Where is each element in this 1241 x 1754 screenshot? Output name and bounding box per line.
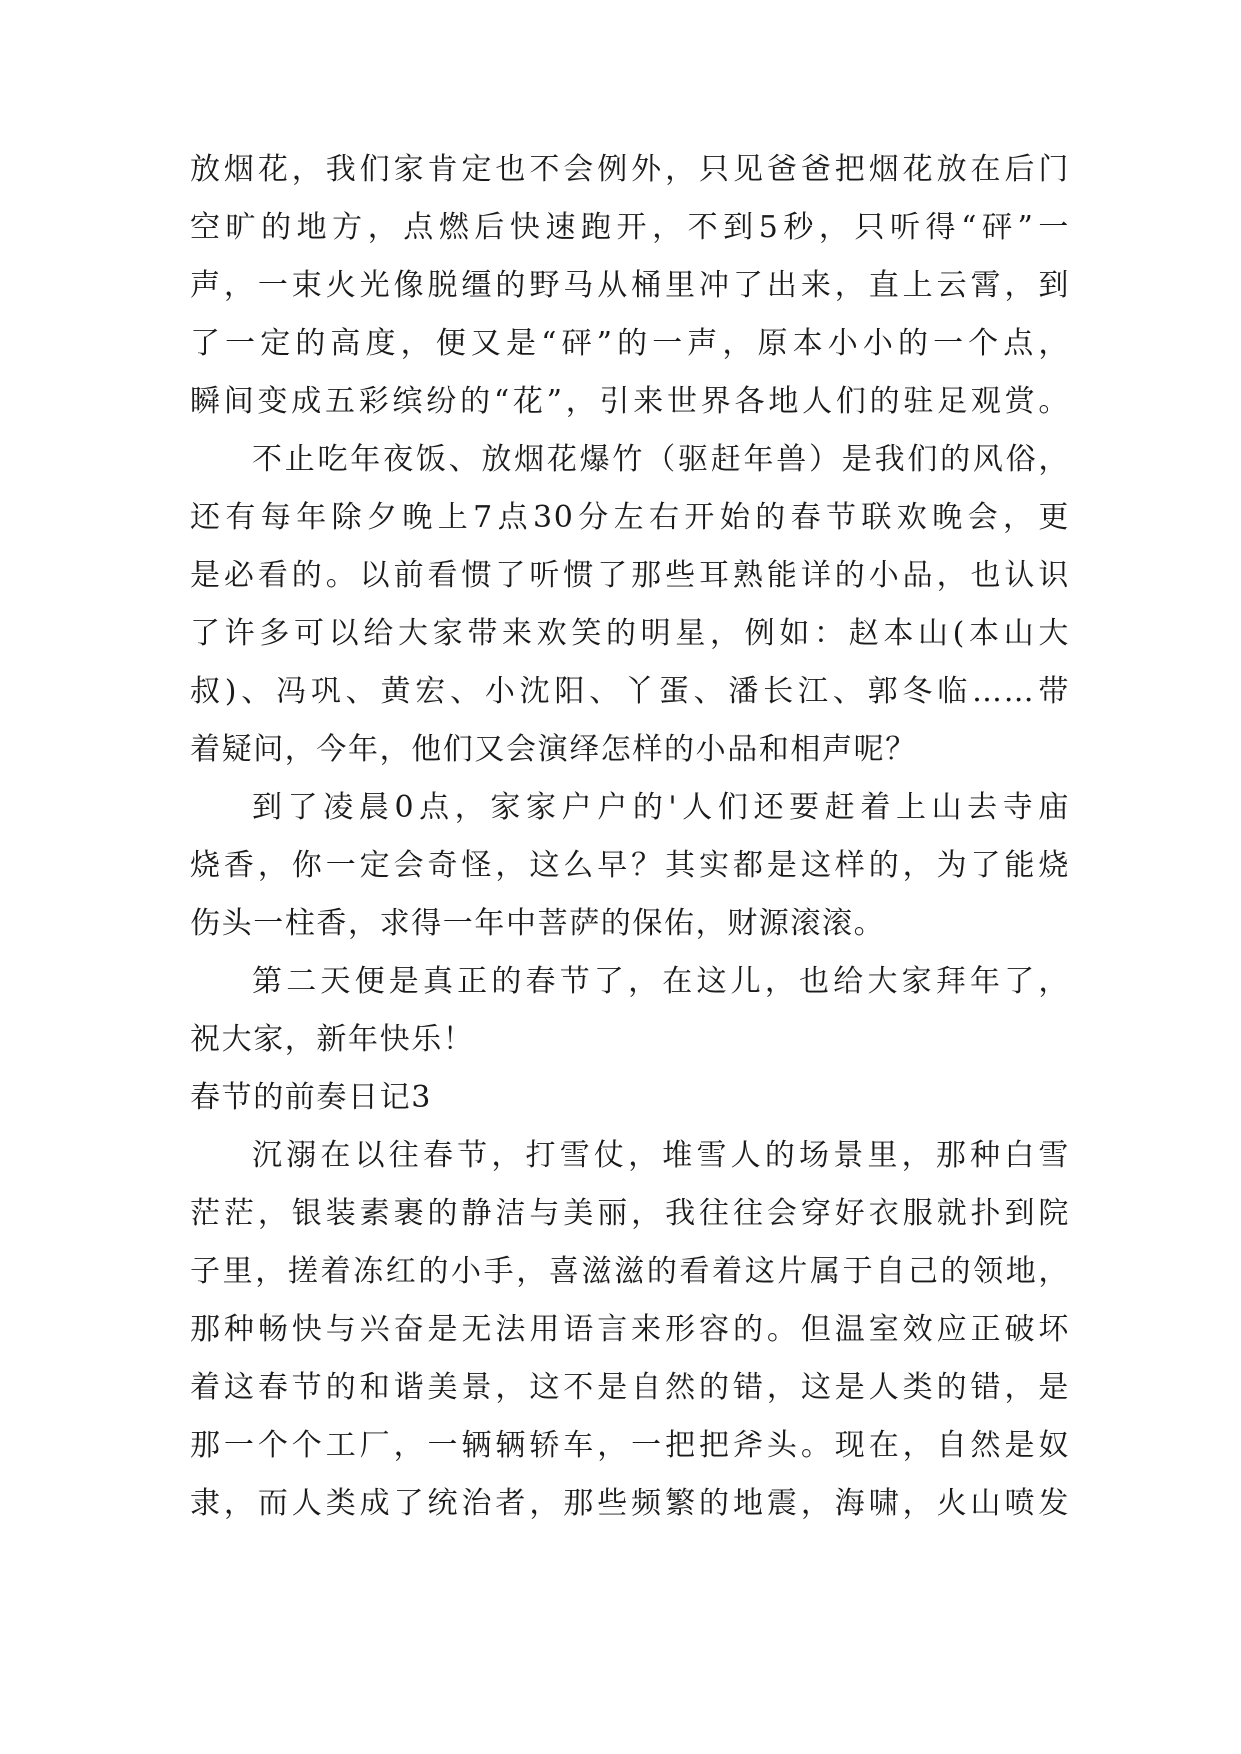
text-line: 瞬间变成五彩缤纷的“花”，引来世界各地人们的驻足观赏。 [190, 384, 1070, 419]
text-line: 隶，而人类成了统治者，那些频繁的地震，海啸，火山喷发 [190, 1486, 1070, 1521]
text-line: 放烟花，我们家肯定也不会例外，只见爸爸把烟花放在后门 [190, 152, 1070, 187]
text-line: 空旷的地方，点燃后快速跑开，不到5秒，只听得“砰”一 [190, 210, 1070, 245]
text-line: 子里，搓着冻红的小手，喜滋滋的看着这片属于自己的领地， [190, 1254, 1070, 1289]
text-line: 叔)、冯巩、黄宏、小沈阳、丫蛋、潘长江、郭冬临……带 [190, 674, 1070, 709]
paragraph-first-line: 第二天便是真正的春节了，在这儿，也给大家拜年了， [252, 964, 1070, 999]
text-line: 那一个个工厂，一辆辆轿车，一把把斧头。现在，自然是奴 [190, 1428, 1070, 1463]
paragraph-first-line: 沉溺在以往春节，打雪仗，堆雪人的场景里，那种白雪 [252, 1138, 1070, 1173]
text-line: 烧香，你一定会奇怪，这么早？其实都是这样的，为了能烧 [190, 848, 1070, 883]
text-line: 是必看的。以前看惯了听惯了那些耳熟能详的小品，也认识 [190, 558, 1070, 593]
paragraph-last-line: 伤头一柱香，求得一年中菩萨的保佑，财源滚滚。 [190, 906, 886, 941]
text-line: 声，一束火光像脱缰的野马从桶里冲了出来，直上云霄，到 [190, 268, 1070, 303]
paragraph-first-line: 到了凌晨0点，家家户户的'人们还要赶着上山去寺庙 [252, 790, 1070, 825]
text-line: 还有每年除夕晚上7点30分左右开始的春节联欢晚会，更 [190, 500, 1070, 535]
text-line: 了许多可以给大家带来欢笑的明星，例如：赵本山(本山大 [190, 616, 1070, 651]
paragraph-last-line: 着疑问，今年，他们又会演绎怎样的小品和相声呢？ [190, 732, 917, 767]
text-line: 茫茫，银装素裹的静洁与美丽，我往往会穿好衣服就扑到院 [190, 1196, 1070, 1231]
paragraph-last-line: 祝大家，新年快乐！ [190, 1022, 475, 1057]
section-heading: 春节的前奏日记3 [190, 1080, 432, 1115]
text-line: 了一定的高度，便又是“砰”的一声，原本小小的一个点， [190, 326, 1070, 361]
text-line: 那种畅快与兴奋是无法用语言来形容的。但温室效应正破坏 [190, 1312, 1070, 1347]
text-line: 着这春节的和谐美景，这不是自然的错，这是人类的错，是 [190, 1370, 1070, 1405]
paragraph-first-line: 不止吃年夜饭、放烟花爆竹（驱赶年兽）是我们的风俗， [252, 442, 1070, 477]
